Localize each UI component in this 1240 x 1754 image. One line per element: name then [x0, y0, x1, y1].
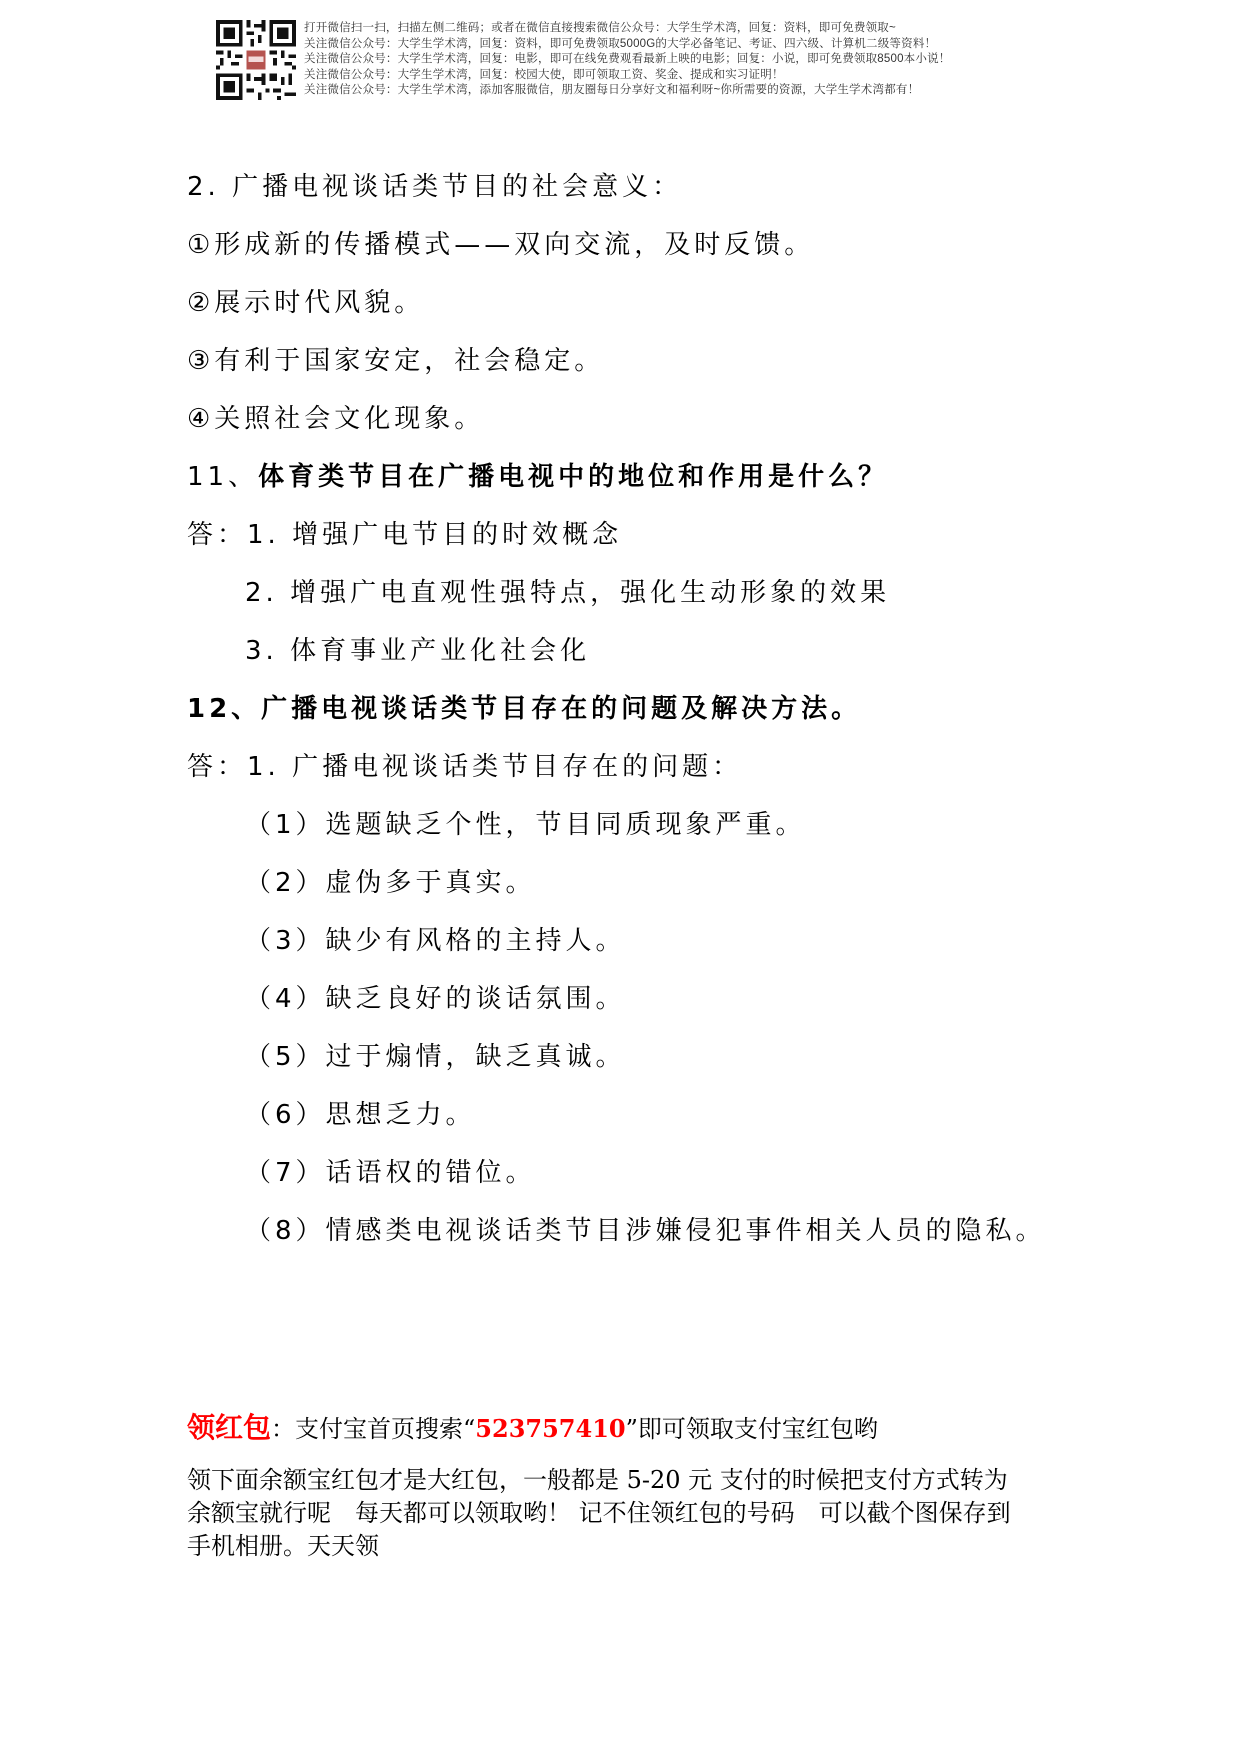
question-number: 11、 [187, 462, 259, 492]
promo-paragraph-line: 领下面余额宝红包才是大红包，一般都是 5-20 元 支付的时候把支付方式转为 [187, 1466, 1008, 1494]
promo-code: 523757410 [475, 1414, 626, 1443]
promo-paragraph-line: 手机相册。天天领 [187, 1532, 379, 1560]
answer-line: 答：1. 增强广电节目的时效概念 [187, 520, 623, 550]
section-title-social-significance: 2. 广播电视谈话类节目的社会意义： [187, 172, 683, 202]
red-packet-promo [187, 1406, 878, 1446]
header-line: 关注微信公众号：大学生学术湾，回复：资料，即可免费领取5000G的大学必备笔记、考证、四六级、计算机二级等资料！ [304, 37, 937, 50]
problem-item: （6）思想乏力。 [245, 1100, 476, 1130]
promo-header-text [304, 21, 950, 99]
question-text: 体育类节目在广播电视中的地位和作用是什么？ [258, 462, 889, 492]
list-item: ④关照社会文化现象。 [187, 404, 485, 434]
problem-item: （8）情感类电视谈话类节目涉嫌侵犯事件相关人员的隐私。 [245, 1216, 1046, 1246]
question-11 [187, 456, 888, 493]
problem-item: （3）缺少有风格的主持人。 [245, 926, 626, 956]
problem-item: （1）选题缺乏个性，节目同质现象严重。 [245, 810, 806, 840]
problem-item: （4）缺乏良好的谈话氛围。 [245, 984, 626, 1014]
header-line: 关注微信公众号：大学生学术湾，回复：校园大使，即可领取工资、奖金、提成和实习证明！ [304, 68, 784, 81]
promo-colon: ： [271, 1415, 296, 1443]
header-line: 关注微信公众号：大学生学术湾，回复：电影，即可在线免费观看最新上映的电影；回复：小说，即可免费领取8500本小说！ [304, 53, 951, 65]
problem-item: （5）过于煽情，缺乏真诚。 [245, 1042, 626, 1072]
problem-item: （2）虚伪多于真实。 [245, 868, 536, 898]
header-line: 打开微信扫一扫，扫描左侧二维码；或者在微信直接搜索微信公众号：大学生学术湾，回复：资料，即可免费领取~ [304, 22, 896, 34]
answer-line: 3. 体育事业产业化社会化 [245, 636, 591, 666]
list-item: ①形成新的传播模式——双向交流，及时反馈。 [187, 230, 815, 260]
promo-text-after: ”即可领取支付宝红包哟 [625, 1415, 878, 1443]
question-12: 12、广播电视谈话类节目存在的问题及解决方法。 [187, 694, 862, 724]
promo-header [216, 20, 950, 102]
problem-item: （7）话语权的错位。 [245, 1158, 536, 1188]
answer-intro: 答：1. 广播电视谈话类节目存在的问题： [187, 752, 743, 782]
list-item: ③有利于国家安定，社会稳定。 [187, 346, 605, 376]
promo-text-before: 支付宝首页搜索“ [295, 1415, 476, 1443]
promo-paragraph-line: 余额宝就行呢 每天都可以领取哟！ 记不住领红包的号码 可以截个图保存到 [187, 1499, 1011, 1527]
header-line: 关注微信公众号：大学生学术湾，添加客服微信，朋友圈每日分享好文和福利呀~你所需要的资源，大学生学术湾都有！ [304, 84, 920, 96]
answer-line: 2. 增强广电直观性强特点，强化生动形象的效果 [245, 578, 891, 608]
promo-heading: 领红包 [187, 1411, 272, 1444]
list-item: ②展示时代风貌。 [187, 288, 425, 318]
qr-code-icon[interactable] [216, 20, 296, 100]
